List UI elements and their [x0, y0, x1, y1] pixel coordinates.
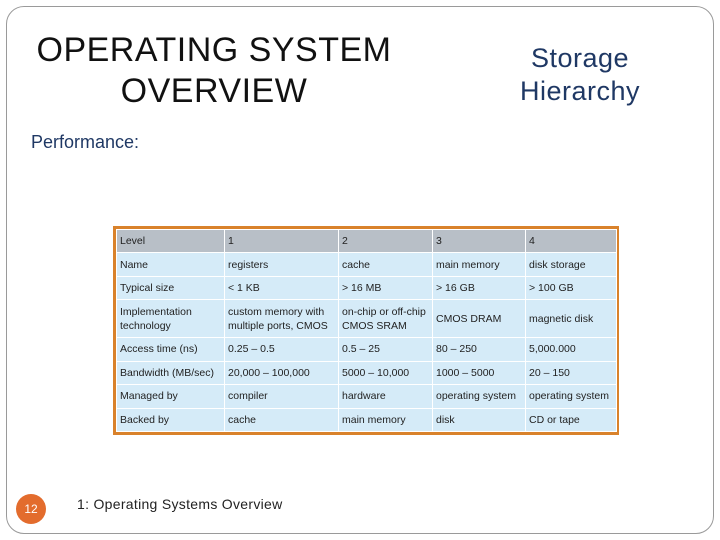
table-cell: 1000 – 5000 [433, 361, 526, 384]
table-cell: custom memory with multiple ports, CMOS [225, 300, 339, 338]
page-number-badge: 12 [16, 494, 46, 524]
table-cell: Typical size [117, 276, 225, 299]
table-cell: main memory [339, 408, 433, 431]
slide-title [14, 30, 414, 112]
table-cell: 5,000.000 [526, 338, 617, 361]
table-cell: magnetic disk [526, 300, 617, 338]
header-cell: Level [117, 230, 225, 253]
table-cell: 20,000 – 100,000 [225, 361, 339, 384]
table-cell: cache [339, 253, 433, 276]
slide-title-line-2: OVERVIEW [120, 72, 308, 110]
table-cell: operating system [433, 385, 526, 408]
table-cell: Managed by [117, 385, 225, 408]
table-cell: Bandwidth (MB/sec) [117, 361, 225, 384]
table-cell: compiler [225, 385, 339, 408]
table-cell: registers [225, 253, 339, 276]
table-cell: disk [433, 408, 526, 431]
table-cell: on-chip or off-chip CMOS SRAM [339, 300, 433, 338]
table-cell: CMOS DRAM [433, 300, 526, 338]
table-cell: 0.25 – 0.5 [225, 338, 339, 361]
header-cell: 3 [433, 230, 526, 253]
slide-title-line-1: OPERATING SYSTEM [36, 31, 392, 69]
table-cell: Implementation technology [117, 300, 225, 338]
table-cell: > 100 GB [526, 276, 617, 299]
table-cell: 0.5 – 25 [339, 338, 433, 361]
header-cell: 1 [225, 230, 339, 253]
table-cell: Name [117, 253, 225, 276]
side-title-line-1: Storage [530, 43, 630, 73]
table-cell: operating system [526, 385, 617, 408]
table-cell: main memory [433, 253, 526, 276]
table-row [117, 253, 617, 276]
table-cell: 5000 – 10,000 [339, 361, 433, 384]
table-cell: Access time (ns) [117, 338, 225, 361]
table-cell: > 16 GB [433, 276, 526, 299]
performance-table [116, 229, 617, 432]
table-row [117, 276, 617, 299]
performance-subheading: Performance: [31, 132, 140, 152]
table-row [117, 385, 617, 408]
table-cell: > 16 MB [339, 276, 433, 299]
table-header-row [117, 230, 617, 253]
table-cell: 20 – 150 [526, 361, 617, 384]
side-title-line-2: Hierarchy [519, 76, 641, 106]
table-row [117, 408, 617, 431]
header-cell: 4 [526, 230, 617, 253]
table-cell: Backed by [117, 408, 225, 431]
table-row [117, 338, 617, 361]
table-cell: hardware [339, 385, 433, 408]
table-cell: CD or tape [526, 408, 617, 431]
side-title [490, 42, 670, 108]
footer-caption: 1: Operating Systems Overview [77, 496, 283, 512]
header-cell: 2 [339, 230, 433, 253]
table-row [117, 361, 617, 384]
table-cell: cache [225, 408, 339, 431]
storage-hierarchy-table [113, 226, 619, 435]
table-cell: disk storage [526, 253, 617, 276]
table-cell: < 1 KB [225, 276, 339, 299]
table-row [117, 300, 617, 338]
table-cell: 80 – 250 [433, 338, 526, 361]
